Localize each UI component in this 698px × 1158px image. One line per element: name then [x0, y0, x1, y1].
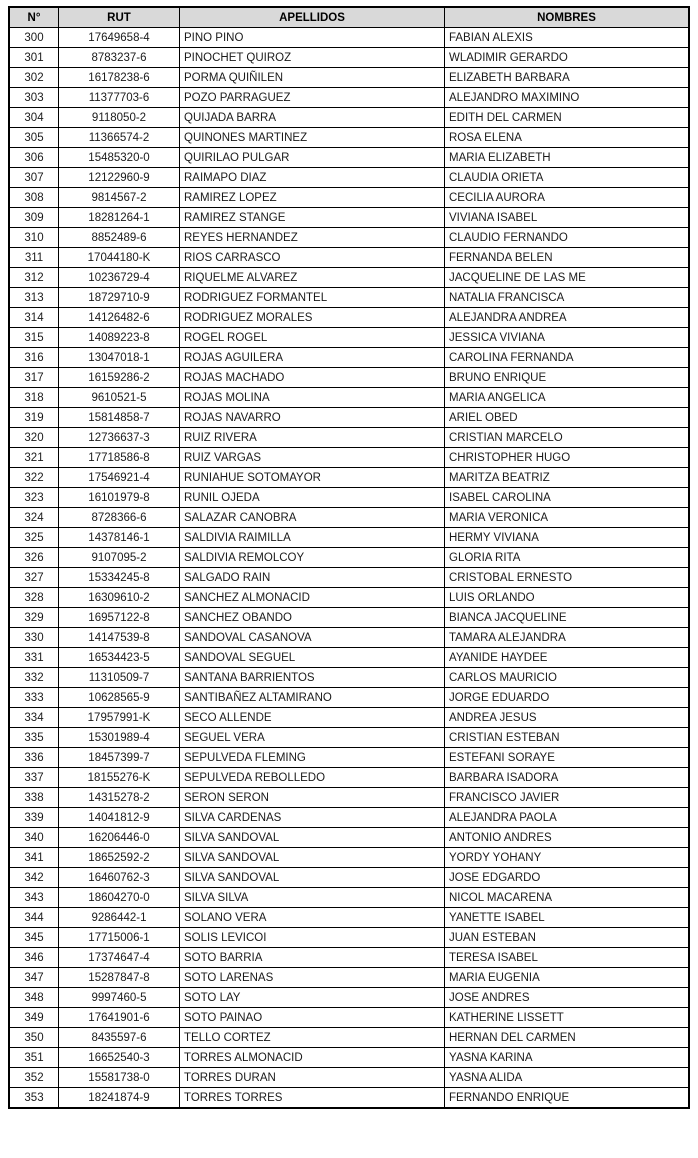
- row-number-cell: 345: [9, 928, 59, 948]
- row-number-cell: 347: [9, 968, 59, 988]
- apellidos-cell: SEPULVEDA REBOLLEDO: [180, 768, 445, 788]
- row-number-cell: 332: [9, 668, 59, 688]
- rut-cell: 16206446-0: [59, 828, 180, 848]
- apellidos-cell: SANTANA BARRIENTOS: [180, 668, 445, 688]
- apellidos-cell: RAMIREZ STANGE: [180, 208, 445, 228]
- nombres-cell: ANDREA JESUS: [445, 708, 690, 728]
- rut-cell: 10628565-9: [59, 688, 180, 708]
- rut-cell: 16957122-8: [59, 608, 180, 628]
- nombres-cell: HERNAN DEL CARMEN: [445, 1028, 690, 1048]
- table-row: [9, 708, 689, 728]
- rut-cell: 14041812-9: [59, 808, 180, 828]
- nombres-cell: HERMY VIVIANA: [445, 528, 690, 548]
- rut-cell: 17649658-4: [59, 28, 180, 48]
- nombres-cell: JORGE EDUARDO: [445, 688, 690, 708]
- nombres-cell: MARIA EUGENIA: [445, 968, 690, 988]
- apellidos-cell: SILVA SILVA: [180, 888, 445, 908]
- rut-cell: 17044180-K: [59, 248, 180, 268]
- apellidos-cell: SILVA SANDOVAL: [180, 848, 445, 868]
- rut-cell: 8728366-6: [59, 508, 180, 528]
- header-row: [9, 7, 689, 28]
- table-row: [9, 688, 689, 708]
- table-row: [9, 608, 689, 628]
- apellidos-cell: SANCHEZ ALMONACID: [180, 588, 445, 608]
- row-number-cell: 302: [9, 68, 59, 88]
- apellidos-cell: PORMA QUIÑILEN: [180, 68, 445, 88]
- rut-cell: 9997460-5: [59, 988, 180, 1008]
- row-number-cell: 323: [9, 488, 59, 508]
- row-number-cell: 348: [9, 988, 59, 1008]
- table-row: [9, 268, 689, 288]
- rut-cell: 18729710-9: [59, 288, 180, 308]
- row-number-cell: 331: [9, 648, 59, 668]
- rut-cell: 17546921-4: [59, 468, 180, 488]
- row-number-cell: 326: [9, 548, 59, 568]
- table-row: [9, 848, 689, 868]
- rut-cell: 16534423-5: [59, 648, 180, 668]
- nombres-cell: TERESA ISABEL: [445, 948, 690, 968]
- apellidos-cell: RUNIL OJEDA: [180, 488, 445, 508]
- nombres-cell: EDITH DEL CARMEN: [445, 108, 690, 128]
- row-number-cell: 330: [9, 628, 59, 648]
- row-number-cell: 333: [9, 688, 59, 708]
- apellidos-cell: PINO PINO: [180, 28, 445, 48]
- table-row: [9, 368, 689, 388]
- apellidos-cell: TELLO CORTEZ: [180, 1028, 445, 1048]
- rut-cell: 9118050-2: [59, 108, 180, 128]
- nombres-cell: ARIEL OBED: [445, 408, 690, 428]
- nombres-cell: CRISTOBAL ERNESTO: [445, 568, 690, 588]
- apellidos-cell: RIQUELME ALVAREZ: [180, 268, 445, 288]
- nombres-cell: ISABEL CAROLINA: [445, 488, 690, 508]
- apellidos-cell: PINOCHET QUIROZ: [180, 48, 445, 68]
- rut-cell: 16309610-2: [59, 588, 180, 608]
- row-number-cell: 351: [9, 1048, 59, 1068]
- nombres-cell: NICOL MACARENA: [445, 888, 690, 908]
- row-number-cell: 353: [9, 1088, 59, 1109]
- roster-table: [8, 6, 690, 1109]
- rut-cell: 16159286-2: [59, 368, 180, 388]
- row-number-cell: 320: [9, 428, 59, 448]
- row-number-cell: 312: [9, 268, 59, 288]
- column-header-num: N°: [9, 7, 59, 28]
- nombres-cell: BARBARA ISADORA: [445, 768, 690, 788]
- table-row: [9, 648, 689, 668]
- table-row: [9, 548, 689, 568]
- apellidos-cell: SANDOVAL CASANOVA: [180, 628, 445, 648]
- table-row: [9, 568, 689, 588]
- apellidos-cell: RUNIAHUE SOTOMAYOR: [180, 468, 445, 488]
- rut-cell: 18281264-1: [59, 208, 180, 228]
- column-header-nombres: NOMBRES: [445, 7, 690, 28]
- table-row: [9, 248, 689, 268]
- table-row: [9, 1068, 689, 1088]
- table-row: [9, 868, 689, 888]
- table-row: [9, 908, 689, 928]
- nombres-cell: FERNANDA BELEN: [445, 248, 690, 268]
- rut-cell: 14315278-2: [59, 788, 180, 808]
- table-row: [9, 668, 689, 688]
- apellidos-cell: RODRIGUEZ FORMANTEL: [180, 288, 445, 308]
- rut-cell: 18604270-0: [59, 888, 180, 908]
- row-number-cell: 327: [9, 568, 59, 588]
- row-number-cell: 324: [9, 508, 59, 528]
- nombres-cell: BRUNO ENRIQUE: [445, 368, 690, 388]
- table-row: [9, 388, 689, 408]
- rut-cell: 8435597-6: [59, 1028, 180, 1048]
- table-row: [9, 788, 689, 808]
- row-number-cell: 314: [9, 308, 59, 328]
- apellidos-cell: ROGEL ROGEL: [180, 328, 445, 348]
- rut-cell: 17374647-4: [59, 948, 180, 968]
- rut-cell: 9610521-5: [59, 388, 180, 408]
- rut-cell: 9107095-2: [59, 548, 180, 568]
- row-number-cell: 318: [9, 388, 59, 408]
- row-number-cell: 339: [9, 808, 59, 828]
- apellidos-cell: TORRES TORRES: [180, 1088, 445, 1109]
- apellidos-cell: SILVA SANDOVAL: [180, 868, 445, 888]
- table-row: [9, 148, 689, 168]
- apellidos-cell: SALGADO RAIN: [180, 568, 445, 588]
- row-number-cell: 313: [9, 288, 59, 308]
- row-number-cell: 300: [9, 28, 59, 48]
- table-row: [9, 408, 689, 428]
- nombres-cell: ELIZABETH BARBARA: [445, 68, 690, 88]
- nombres-cell: FRANCISCO JAVIER: [445, 788, 690, 808]
- apellidos-cell: SOLANO VERA: [180, 908, 445, 928]
- nombres-cell: YORDY YOHANY: [445, 848, 690, 868]
- apellidos-cell: SEPULVEDA FLEMING: [180, 748, 445, 768]
- apellidos-cell: SILVA CARDENAS: [180, 808, 445, 828]
- nombres-cell: ALEJANDRA ANDREA: [445, 308, 690, 328]
- table-row: [9, 68, 689, 88]
- nombres-cell: JACQUELINE DE LAS ME: [445, 268, 690, 288]
- nombres-cell: ALEJANDRA PAOLA: [445, 808, 690, 828]
- nombres-cell: ALEJANDRO MAXIMINO: [445, 88, 690, 108]
- apellidos-cell: TORRES DURAN: [180, 1068, 445, 1088]
- table-row: [9, 108, 689, 128]
- table-row: [9, 308, 689, 328]
- row-number-cell: 334: [9, 708, 59, 728]
- apellidos-cell: SANTIBAÑEZ ALTAMIRANO: [180, 688, 445, 708]
- nombres-cell: CECILIA AURORA: [445, 188, 690, 208]
- apellidos-cell: ROJAS MOLINA: [180, 388, 445, 408]
- apellidos-cell: QUINONES MARTINEZ: [180, 128, 445, 148]
- table-row: [9, 928, 689, 948]
- rut-cell: 17715006-1: [59, 928, 180, 948]
- rut-cell: 8783237-6: [59, 48, 180, 68]
- apellidos-cell: SILVA SANDOVAL: [180, 828, 445, 848]
- table-row: [9, 188, 689, 208]
- rut-cell: 11310509-7: [59, 668, 180, 688]
- row-number-cell: 305: [9, 128, 59, 148]
- table-row: [9, 968, 689, 988]
- table-row: [9, 1008, 689, 1028]
- rut-cell: 11377703-6: [59, 88, 180, 108]
- rut-cell: 15814858-7: [59, 408, 180, 428]
- nombres-cell: CLAUDIA ORIETA: [445, 168, 690, 188]
- nombres-cell: ANTONIO ANDRES: [445, 828, 690, 848]
- row-number-cell: 338: [9, 788, 59, 808]
- nombres-cell: FERNANDO ENRIQUE: [445, 1088, 690, 1109]
- rut-cell: 15581738-0: [59, 1068, 180, 1088]
- apellidos-cell: RAIMAPO DIAZ: [180, 168, 445, 188]
- rut-cell: 17718586-8: [59, 448, 180, 468]
- row-number-cell: 335: [9, 728, 59, 748]
- table-row: [9, 808, 689, 828]
- apellidos-cell: RAMIREZ LOPEZ: [180, 188, 445, 208]
- table-row: [9, 888, 689, 908]
- row-number-cell: 325: [9, 528, 59, 548]
- rut-cell: 14126482-6: [59, 308, 180, 328]
- table-row: [9, 468, 689, 488]
- rut-cell: 15334245-8: [59, 568, 180, 588]
- nombres-cell: GLORIA RITA: [445, 548, 690, 568]
- nombres-cell: YANETTE ISABEL: [445, 908, 690, 928]
- row-number-cell: 349: [9, 1008, 59, 1028]
- table-row: [9, 348, 689, 368]
- table-row: [9, 328, 689, 348]
- rut-cell: 8852489-6: [59, 228, 180, 248]
- table-row: [9, 628, 689, 648]
- row-number-cell: 328: [9, 588, 59, 608]
- apellidos-cell: SANDOVAL SEGUEL: [180, 648, 445, 668]
- table-row: [9, 488, 689, 508]
- row-number-cell: 341: [9, 848, 59, 868]
- table-row: [9, 288, 689, 308]
- nombres-cell: LUIS ORLANDO: [445, 588, 690, 608]
- rut-cell: 18457399-7: [59, 748, 180, 768]
- row-number-cell: 343: [9, 888, 59, 908]
- row-number-cell: 329: [9, 608, 59, 628]
- rut-cell: 9814567-2: [59, 188, 180, 208]
- table-row: [9, 448, 689, 468]
- nombres-cell: ESTEFANI SORAYE: [445, 748, 690, 768]
- table-row: [9, 88, 689, 108]
- apellidos-cell: SANCHEZ OBANDO: [180, 608, 445, 628]
- apellidos-cell: SOLIS LEVICOI: [180, 928, 445, 948]
- row-number-cell: 311: [9, 248, 59, 268]
- rut-cell: 18241874-9: [59, 1088, 180, 1109]
- rut-cell: 16460762-3: [59, 868, 180, 888]
- row-number-cell: 321: [9, 448, 59, 468]
- nombres-cell: AYANIDE HAYDEE: [445, 648, 690, 668]
- row-number-cell: 350: [9, 1028, 59, 1048]
- rut-cell: 17641901-6: [59, 1008, 180, 1028]
- table-row: [9, 48, 689, 68]
- table-body: [9, 28, 689, 1109]
- nombres-cell: JESSICA VIVIANA: [445, 328, 690, 348]
- nombres-cell: MARIA ELIZABETH: [445, 148, 690, 168]
- apellidos-cell: RIOS CARRASCO: [180, 248, 445, 268]
- row-number-cell: 346: [9, 948, 59, 968]
- rut-cell: 12736637-3: [59, 428, 180, 448]
- table-row: [9, 828, 689, 848]
- rut-cell: 16652540-3: [59, 1048, 180, 1068]
- rut-cell: 14147539-8: [59, 628, 180, 648]
- row-number-cell: 344: [9, 908, 59, 928]
- row-number-cell: 301: [9, 48, 59, 68]
- nombres-cell: CRISTIAN MARCELO: [445, 428, 690, 448]
- rut-cell: 11366574-2: [59, 128, 180, 148]
- table-row: [9, 1048, 689, 1068]
- row-number-cell: 352: [9, 1068, 59, 1088]
- table-row: [9, 208, 689, 228]
- row-number-cell: 309: [9, 208, 59, 228]
- apellidos-cell: SECO ALLENDE: [180, 708, 445, 728]
- nombres-cell: BIANCA JACQUELINE: [445, 608, 690, 628]
- apellidos-cell: SOTO PAINAO: [180, 1008, 445, 1028]
- row-number-cell: 322: [9, 468, 59, 488]
- table-row: [9, 128, 689, 148]
- table-row: [9, 988, 689, 1008]
- table-row: [9, 728, 689, 748]
- apellidos-cell: REYES HERNANDEZ: [180, 228, 445, 248]
- table-row: [9, 168, 689, 188]
- rut-cell: 17957991-K: [59, 708, 180, 728]
- nombres-cell: VIVIANA ISABEL: [445, 208, 690, 228]
- row-number-cell: 317: [9, 368, 59, 388]
- nombres-cell: CRISTIAN ESTEBAN: [445, 728, 690, 748]
- apellidos-cell: SALDIVIA RAIMILLA: [180, 528, 445, 548]
- nombres-cell: WLADIMIR GERARDO: [445, 48, 690, 68]
- apellidos-cell: SOTO LARENAS: [180, 968, 445, 988]
- rut-cell: 14378146-1: [59, 528, 180, 548]
- apellidos-cell: SERON SERON: [180, 788, 445, 808]
- apellidos-cell: SOTO BARRIA: [180, 948, 445, 968]
- nombres-cell: FABIAN ALEXIS: [445, 28, 690, 48]
- nombres-cell: CLAUDIO FERNANDO: [445, 228, 690, 248]
- row-number-cell: 307: [9, 168, 59, 188]
- nombres-cell: JOSE ANDRES: [445, 988, 690, 1008]
- nombres-cell: MARIA VERONICA: [445, 508, 690, 528]
- row-number-cell: 310: [9, 228, 59, 248]
- rut-cell: 15485320-0: [59, 148, 180, 168]
- row-number-cell: 342: [9, 868, 59, 888]
- rut-cell: 9286442-1: [59, 908, 180, 928]
- table-row: [9, 748, 689, 768]
- nombres-cell: ROSA ELENA: [445, 128, 690, 148]
- apellidos-cell: POZO PARRAGUEZ: [180, 88, 445, 108]
- apellidos-cell: ROJAS MACHADO: [180, 368, 445, 388]
- nombres-cell: CHRISTOPHER HUGO: [445, 448, 690, 468]
- apellidos-cell: SOTO LAY: [180, 988, 445, 1008]
- nombres-cell: MARITZA BEATRIZ: [445, 468, 690, 488]
- row-number-cell: 303: [9, 88, 59, 108]
- apellidos-cell: QUIJADA BARRA: [180, 108, 445, 128]
- column-header-rut: RUT: [59, 7, 180, 28]
- table-row: [9, 428, 689, 448]
- table-row: [9, 508, 689, 528]
- nombres-cell: YASNA ALIDA: [445, 1068, 690, 1088]
- nombres-cell: TAMARA ALEJANDRA: [445, 628, 690, 648]
- rut-cell: 16178238-6: [59, 68, 180, 88]
- apellidos-cell: RUIZ RIVERA: [180, 428, 445, 448]
- table-row: [9, 1028, 689, 1048]
- apellidos-cell: RODRIGUEZ MORALES: [180, 308, 445, 328]
- apellidos-cell: SEGUEL VERA: [180, 728, 445, 748]
- nombres-cell: MARIA ANGELICA: [445, 388, 690, 408]
- row-number-cell: 340: [9, 828, 59, 848]
- row-number-cell: 336: [9, 748, 59, 768]
- row-number-cell: 304: [9, 108, 59, 128]
- table-header: [9, 7, 689, 28]
- table-row: [9, 588, 689, 608]
- nombres-cell: JUAN ESTEBAN: [445, 928, 690, 948]
- rut-cell: 14089223-8: [59, 328, 180, 348]
- nombres-cell: NATALIA FRANCISCA: [445, 288, 690, 308]
- table-row: [9, 228, 689, 248]
- row-number-cell: 315: [9, 328, 59, 348]
- rut-cell: 12122960-9: [59, 168, 180, 188]
- rut-cell: 18652592-2: [59, 848, 180, 868]
- apellidos-cell: SALDIVIA REMOLCOY: [180, 548, 445, 568]
- row-number-cell: 319: [9, 408, 59, 428]
- rut-cell: 10236729-4: [59, 268, 180, 288]
- table-row: [9, 28, 689, 48]
- nombres-cell: CARLOS MAURICIO: [445, 668, 690, 688]
- table-row: [9, 768, 689, 788]
- nombres-cell: YASNA KARINA: [445, 1048, 690, 1068]
- row-number-cell: 306: [9, 148, 59, 168]
- table-row: [9, 528, 689, 548]
- row-number-cell: 308: [9, 188, 59, 208]
- column-header-apellidos: APELLIDOS: [180, 7, 445, 28]
- nombres-cell: KATHERINE LISSETT: [445, 1008, 690, 1028]
- rut-cell: 16101979-8: [59, 488, 180, 508]
- rut-cell: 18155276-K: [59, 768, 180, 788]
- apellidos-cell: ROJAS AGUILERA: [180, 348, 445, 368]
- rut-cell: 15287847-8: [59, 968, 180, 988]
- table-row: [9, 948, 689, 968]
- nombres-cell: CAROLINA FERNANDA: [445, 348, 690, 368]
- rut-cell: 15301989-4: [59, 728, 180, 748]
- apellidos-cell: RUIZ VARGAS: [180, 448, 445, 468]
- row-number-cell: 316: [9, 348, 59, 368]
- apellidos-cell: ROJAS NAVARRO: [180, 408, 445, 428]
- apellidos-cell: SALAZAR CANOBRA: [180, 508, 445, 528]
- row-number-cell: 337: [9, 768, 59, 788]
- apellidos-cell: QUIRILAO PULGAR: [180, 148, 445, 168]
- apellidos-cell: TORRES ALMONACID: [180, 1048, 445, 1068]
- nombres-cell: JOSE EDGARDO: [445, 868, 690, 888]
- rut-cell: 13047018-1: [59, 348, 180, 368]
- table-row: [9, 1088, 689, 1109]
